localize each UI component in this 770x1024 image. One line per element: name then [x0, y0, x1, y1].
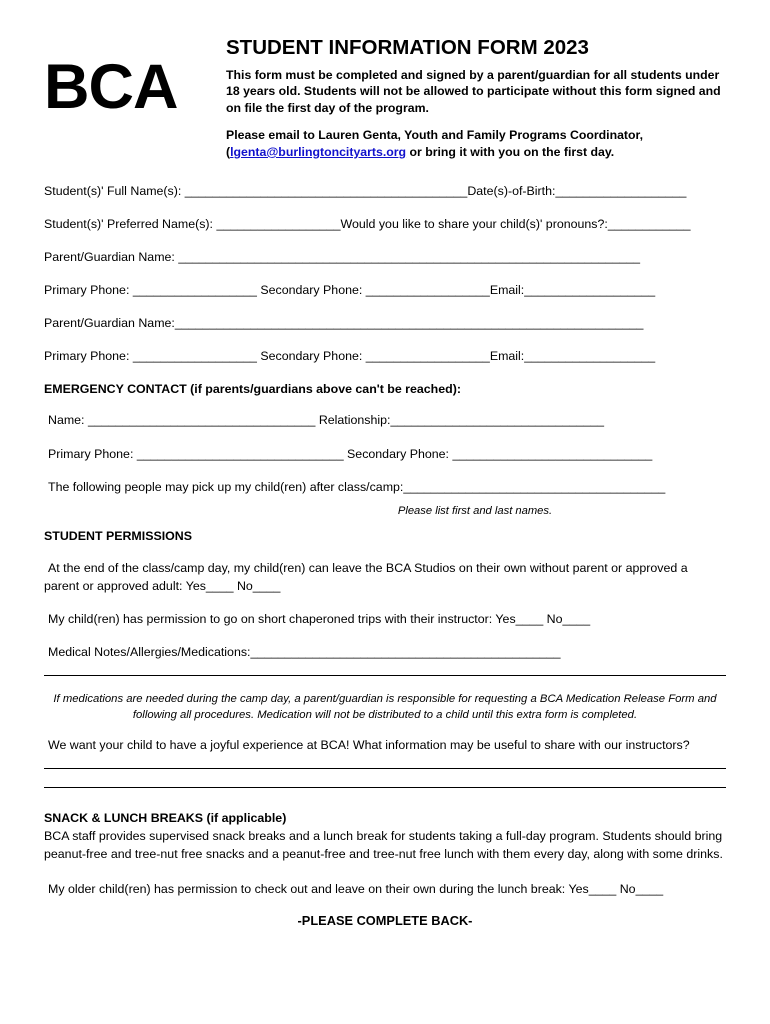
blank-email-2[interactable]: ___________________	[524, 349, 656, 364]
permission-checkout-no[interactable]: No____	[619, 881, 664, 896]
label-dates-of-birth: Date(s)-of-Birth:	[467, 183, 556, 198]
section-emergency-contact: EMERGENCY CONTACT (if parents/guardians above can't be reached):	[44, 382, 461, 397]
label-email-1: Email:	[489, 282, 525, 297]
blank-primary-phone-2[interactable]: __________________	[132, 349, 257, 364]
permission-checkout-yes[interactable]: Yes____	[568, 881, 617, 896]
joyful-line-2[interactable]	[44, 787, 726, 788]
field-emergency-name	[44, 412, 726, 428]
label-emergency-name: Name:	[48, 413, 85, 428]
joyful-line-1[interactable]	[44, 768, 726, 769]
permission-trips	[44, 611, 726, 629]
footer-complete-back: -PLEASE COMPLETE BACK-	[297, 912, 473, 928]
permission-trips-yes[interactable]: Yes____	[495, 612, 544, 627]
email-instruction-suffix: or bring it with you on the first day.	[406, 144, 615, 159]
label-medical-notes: Medical Notes/Allergies/Medications:	[48, 645, 251, 660]
pickup-note: Please list first and last names.	[397, 504, 553, 517]
permission-checkout-text: My older child(ren) has permission to check out and leave on their own during the lunch break:	[48, 881, 566, 896]
permission-checkout	[44, 881, 726, 899]
blank-parent-guardian-2[interactable]: ____________________________________________________________________	[174, 316, 644, 331]
label-secondary-phone-2: Secondary Phone:	[260, 349, 363, 364]
permission-leave-alone-text: At the end of the class/camp day, my child(ren) can leave the BCA Studios on their own without parent or approved a parent or approved adult:	[44, 561, 688, 594]
blank-emergency-secondary-phone[interactable]: _____________________________	[452, 446, 653, 461]
field-pickup	[44, 479, 726, 495]
page-title: STUDENT INFORMATION FORM 2023	[226, 36, 589, 59]
permission-trips-no[interactable]: No____	[546, 612, 591, 627]
blank-primary-phone-1[interactable]: __________________	[132, 282, 257, 297]
blank-emergency-name[interactable]: _________________________________	[87, 413, 316, 428]
label-emergency-primary-phone: Primary Phone:	[48, 446, 134, 461]
label-student-preferred-names: Student(s)' Preferred Name(s):	[44, 216, 214, 231]
field-contact-row-2	[44, 348, 726, 364]
label-email-2: Email:	[489, 349, 525, 364]
permission-leave-alone	[44, 560, 726, 596]
blank-dates-of-birth[interactable]: ___________________	[555, 183, 687, 198]
label-emergency-secondary-phone: Secondary Phone:	[347, 446, 449, 461]
field-emergency-phones	[44, 446, 726, 462]
blank-pronouns[interactable]: ____________	[607, 216, 691, 231]
blank-student-full-names[interactable]: _________________________________________	[184, 183, 468, 198]
blank-preferred-names[interactable]: __________________	[216, 216, 341, 231]
field-student-full-names	[44, 183, 726, 199]
permission-trips-text: My child(ren) has permission to go on short chaperoned trips with their instructor:	[48, 612, 493, 627]
email-instruction: Please email to Lauren Genta, Youth and Family Programs Coordinator, (lgenta@burlingtoncityarts.org or bring it with you on the first day.	[226, 128, 644, 159]
label-parent-guardian-2: Parent/Guardian Name:	[44, 316, 175, 331]
field-student-preferred-names	[44, 216, 726, 232]
blank-secondary-phone-1[interactable]: __________________	[365, 282, 490, 297]
intro-paragraph: This form must be completed and signed by a parent/guardian for all students under 18 years old. Students will not be allowed to participate without this form signed and on file the first day of the program.	[226, 67, 721, 115]
label-parent-guardian-1: Parent/Guardian Name:	[44, 249, 175, 264]
label-primary-phone-1: Primary Phone:	[44, 282, 130, 297]
blank-email-1[interactable]: ___________________	[524, 282, 656, 297]
label-primary-phone-2: Primary Phone:	[44, 349, 130, 364]
medication-note: If medications are needed during the camp day, a parent/guardian is responsible for requesting a BCA Medication Release Form and following all procedures. Medication will not be distributed to a child until this extra form is completed.	[53, 693, 717, 722]
field-medical-notes	[44, 644, 726, 662]
blank-secondary-phone-2[interactable]: __________________	[365, 349, 490, 364]
field-contact-row-1	[44, 282, 726, 298]
permission-leave-alone-yes[interactable]: Yes____	[185, 579, 234, 594]
blank-parent-guardian-1[interactable]: ___________________________________________________________________	[178, 249, 641, 264]
field-parent-guardian-1	[44, 249, 726, 265]
bca-logo: BCA	[44, 52, 178, 122]
label-pronouns: Would you like to share your child(s)' pronouns?:	[340, 216, 608, 231]
joyful-question: We want your child to have a joyful experience at BCA! What information may be useful to share with our instructors?	[48, 738, 690, 753]
blank-medical-notes[interactable]: _____________________________________________	[250, 645, 561, 660]
form-body	[44, 183, 726, 930]
medical-notes-line-2[interactable]	[44, 675, 726, 676]
blank-emergency-primary-phone[interactable]: ______________________________	[136, 446, 344, 461]
section-student-permissions: STUDENT PERMISSIONS	[44, 529, 193, 544]
header-text-block	[226, 30, 726, 161]
blank-relationship[interactable]: _______________________________	[390, 413, 605, 428]
field-parent-guardian-2	[44, 315, 726, 331]
permission-leave-alone-no[interactable]: No____	[236, 579, 281, 594]
label-student-full-names: Student(s)' Full Name(s):	[44, 183, 182, 198]
section-snack-lunch: SNACK & LUNCH BREAKS (if applicable)	[44, 811, 287, 826]
label-pickup: The following people may pick up my child(ren) after class/camp:	[48, 479, 404, 494]
coordinator-email-link[interactable]: lgenta@burlingtoncityarts.org	[230, 144, 407, 159]
label-secondary-phone-1: Secondary Phone:	[260, 282, 363, 297]
label-relationship: Relationship:	[318, 413, 391, 428]
blank-pickup[interactable]: ______________________________________	[403, 479, 666, 494]
snack-lunch-body: BCA staff provides supervised snack breaks and a lunch break for students taking a full-day program. Students should bring peanut-free and tree-nut free snacks and a peanut-free and tree-nut free lunch with them every day, along with some drinks.	[44, 829, 723, 861]
form-header	[44, 30, 726, 161]
email-instruction-prefix: Please email to Lauren Genta, Youth and Family Programs Coordinator,	[226, 128, 644, 143]
